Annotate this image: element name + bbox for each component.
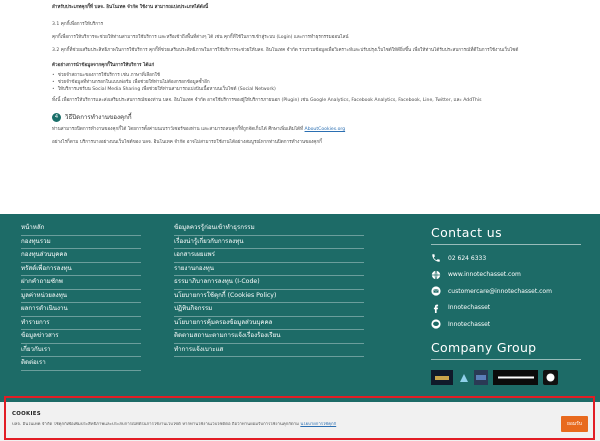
footer-nav-middle [174, 222, 364, 357]
article-para4-text: ท่านสามารถปิดการทำงานของคุกกี้ได้ โดยการตั้งค่าบนเบราว์เซอร์ของท่าน และสามารถลบคุกกี้ที่ถูกจัดเก็บได้ ศึกษาเพิ่มเติมได้ที่ [52, 127, 304, 132]
footer-link-mid[interactable]: ติดตามสถานะตามการแจ้งเรื่องร้องเรียน [174, 330, 364, 344]
footer-link-mid[interactable]: ปฏิทินกิจกรรม [174, 303, 364, 317]
article-para2-text: 3.2 คุกกี้ที่ช่วยเสริมประสิทธิภาพในการใช้บริการ คุกกี้ที่ช่วยเสริมประสิทธิภาพในการใช้บริการจะช่วยให้บลจ. อินโนเทค จำกัด รวบรวมข้อมูลเพื่อวิเคราะห์และปรับปรุงเว็บไซต์ให้ดียิ่งขึ้น เพื่อให้ท่านได้รับประสบการณ์ที่ดีในการใช้งานเว็บไซต์ [52, 48, 519, 53]
footer-contact [431, 222, 581, 385]
article-para5-text: อย่างไรก็ตาม บริการบางอย่างบนเว็บไซต์ของ บลจ. อินโนเทค จำกัด อาจไม่สามารถใช้งานได้อย่างสมบูรณ์หากท่านปิดการทำงานของคุกกี้ [52, 140, 322, 145]
contact-facebook[interactable] [431, 301, 581, 315]
footer-link-home[interactable]: หน้าหลัก [21, 222, 141, 236]
cookie-banner-label: COOKIES [12, 411, 41, 417]
footer-link-mid[interactable]: เรื่องน่ารู้เกี่ยวกับการลงทุน [174, 236, 364, 250]
footer-link-mid[interactable]: ทำการแจ้งเบาะแส [174, 344, 364, 358]
footer-link-mutual-fund[interactable]: กองทุนรวม [21, 236, 141, 250]
group-logo-5[interactable] [543, 370, 558, 385]
article-bullet: • ให้บริการแชร์บน Social Media Sharing เพื่อช่วยให้ท่านสามารถแบ่งปันเนื้อหาบนเว็บไซต์ (Social Network) [52, 86, 550, 93]
article-para3-text: ทั้งนี้ เพื่อการให้บริการและส่งเสริมประสบการณ์ของท่าน บลจ. อินโนเทค จำกัด อาจใช้บริการของผู้ให้บริการภายนอก (Plugin) เช่น Google Analytics, Facebook Analytics, Facebook, Line, Twitter, และ AddThis [52, 98, 482, 103]
contact-email-text: customercare@innotechasset.com [448, 287, 552, 295]
contact-phone-text: 02 624 6333 [448, 254, 487, 262]
article-para1-text: คุกกี้เพื่อการให้บริการจะช่วยให้ท่านสามารถใช้บริการ และหรือเข้าถึงพื้นที่ต่างๆ ได้ เช่น คุกกี้ที่ใช้ในการเข้าสู่ระบบ (Login) และการทำธุรกรรมออนไลน์ [52, 35, 349, 40]
article-para4 [52, 126, 550, 133]
phone-icon [431, 253, 441, 263]
cookie-section-heading [52, 112, 550, 122]
footer-link-icode[interactable]: ธรรมาภิบาลการลงทุน (I-Code) [174, 276, 364, 290]
article-bullet-list [52, 72, 550, 93]
footer-nav-left [21, 222, 141, 371]
footer-link-mid[interactable]: ข้อมูลควรรู้ก่อนเข้าทำธุรกรรม [174, 222, 364, 236]
contact-website[interactable] [431, 268, 581, 282]
company-group-logos [431, 370, 581, 385]
contact-facebook-text: Innotechasset [448, 304, 491, 311]
footer-link-contact[interactable]: ติดต่อเรา [21, 357, 141, 371]
footer-link-reit[interactable]: ทรัสต์เพื่อการลงทุน [21, 263, 141, 277]
contact-website-text: www.innotechasset.com [448, 271, 521, 278]
cookie-banner-highlight [4, 396, 595, 440]
footer-link-transaction[interactable]: ทำรายการ [21, 317, 141, 331]
article-bullet: • ช่วยจำข้อมูลที่ท่านกรอกในแบบฟอร์ม เพื่อช่วยให้ท่านไม่ต้องกรอกข้อมูลซ้ำอีก [52, 79, 550, 86]
cookie-section-title: วิธีปิดการทำงานของคุกกี้ [65, 114, 132, 121]
contact-email[interactable] [431, 284, 581, 298]
globe-icon [431, 270, 441, 280]
article-subhead: ตัวอย่างการนำข้อมูลจากคุกกี้ในการให้บริการ ได้แก่ [52, 63, 155, 68]
accept-cookies-button[interactable]: ยอมรับ [561, 416, 588, 432]
article-para1-title: 3.1 คุกกี้เพื่อการให้บริการ [52, 22, 104, 27]
mail-icon [431, 286, 441, 296]
footer-link-faq[interactable]: ฝากคำถามซักพ [21, 276, 141, 290]
footer-link-news[interactable]: ข้อมูลข่าวสาร [21, 330, 141, 344]
article-intro: สำหรับประเภทคุกกี้ที่ บลจ. อินโนเทค จำกัด ใช้งาน สามารถแบ่งประเภทได้ดังนี้ [52, 5, 209, 10]
contact-line-text: Innotechasset [448, 320, 491, 328]
group-logo-lumpini[interactable] [493, 370, 538, 385]
site-footer [0, 214, 600, 402]
section-number-badge: 4 [52, 113, 61, 122]
group-logo-ktz[interactable] [474, 370, 488, 385]
company-group-title: Company Group [431, 340, 581, 360]
footer-link-mid[interactable]: นโยบายการคุ้มครองข้อมูลส่วนบุคคล [174, 317, 364, 331]
cookie-banner-text-wrap [12, 422, 547, 428]
footer-link-mid[interactable]: รายงานกองทุน [174, 263, 364, 277]
article-section [0, 0, 600, 214]
footer-link-performance[interactable]: ผลการดำเนินงาน [21, 303, 141, 317]
article-bullet: • ช่วยจำสถานะของการใช้บริการ เช่น ภาษาที่เลือกใช้ [52, 72, 550, 79]
cookie-banner-text: บลจ. อินโนเทค จำกัด ใช้คุกกี้เพื่อเพิ่มประสิทธิภาพและประสบการณ์ที่ดีในการใช้งานเว็บไซต์ หากท่านใช้งานเว็บไซต์ต่อ ถือว่าท่านยอมรับการใช้งานคุกกี้ตาม [12, 422, 299, 427]
cookie-policy-link[interactable]: นโยบายการใช้คุกกี้ [300, 422, 337, 427]
contact-phone[interactable] [431, 251, 581, 265]
footer-link-mid[interactable]: เอกสารเผยแพร่ [174, 249, 364, 263]
footer-link-cookies-policy[interactable]: นโยบายการใช้คุกกี้ (Cookies Policy) [174, 290, 364, 304]
about-cookies-link[interactable]: AboutCookies.org [304, 127, 346, 132]
contact-title: Contact us [431, 225, 581, 245]
group-logo-1[interactable] [431, 370, 453, 385]
facebook-icon [431, 303, 441, 313]
footer-link-private-fund[interactable]: กองทุนส่วนบุคคล [21, 249, 141, 263]
footer-link-nav[interactable]: มูลค่าหน่วยลงทุน [21, 290, 141, 304]
line-icon [431, 319, 441, 329]
group-logo-2[interactable] [458, 370, 469, 385]
footer-link-about[interactable]: เกี่ยวกับเรา [21, 344, 141, 358]
contact-line[interactable] [431, 317, 581, 331]
